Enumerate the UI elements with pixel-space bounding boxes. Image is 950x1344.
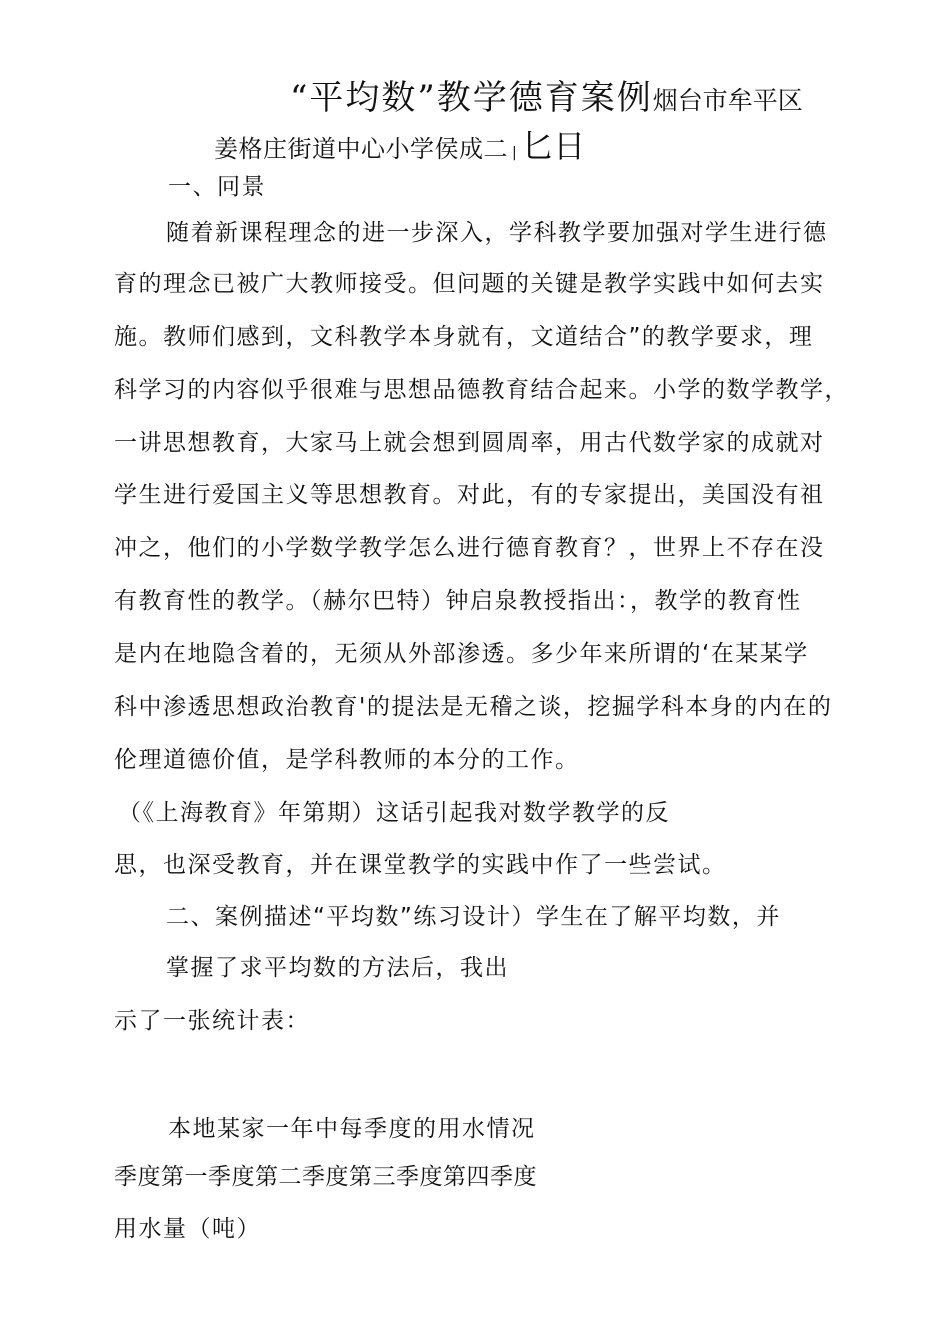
table-header-row: 季度第一季度第二季度第三季度第四季度 xyxy=(114,1164,537,1190)
paragraph-line: 示了一张统计表： xyxy=(114,1008,310,1034)
table-value-row-label: 用水量（吨） xyxy=(114,1216,261,1242)
section1-heading: 一、冋景 xyxy=(168,174,266,200)
paragraph-line: 学生进行爱国主义等思想教育。对此，有的专家提出，美国没有祖 xyxy=(114,482,825,508)
paragraph-line: 育的理念已被广大教师接受。但问题的关键是教学实践中如何去实 xyxy=(114,271,825,297)
paragraph-line: 掌握了求平均数的方法后，我出 xyxy=(166,955,509,981)
paragraph-line: 思，也深受教育，并在课堂教学的实践中作了一些尝试。 xyxy=(114,852,727,878)
paragraph-line: 施。教师们感到，文科教学本身就有，文道结合”的教学要求，理 xyxy=(114,324,814,350)
section2-heading-line: 二、案例描述“平均数”练习设计）学生在了解平均数，并 xyxy=(166,904,781,930)
paragraph-line: 是内在地隐含着的，无须从外部渗透。多少年来所谓的‘在某某学 xyxy=(114,641,809,667)
paragraph-line: 有教育性的教学。（赫尔巴特）钟启泉教授指出：，教学的教育性 xyxy=(114,588,802,614)
title-tail: 匕日 xyxy=(521,127,586,165)
paragraph-line: 随着新课程理念的进一步深入，学科教学要加强对学生进行德 xyxy=(166,220,828,246)
paragraph-line: 一讲思想教育，大家马上就会想到圆周率，用古代数学家的成就对 xyxy=(114,430,825,456)
document-title xyxy=(290,76,803,126)
document-subtitle xyxy=(214,124,585,175)
title-glyphs: | xyxy=(512,144,518,161)
title-school-author: 姜格庄街道中心小学侯成二 xyxy=(214,135,508,163)
paragraph-line: 科中渗透思想政治教育'的提法是无稽之谈，挖掘学科本身的内在的 xyxy=(114,694,833,720)
paragraph-line: （《上海教育》年第期）这话引起我对数学教学的反 xyxy=(118,800,670,826)
title-main: “平均数”教学德育案例 xyxy=(290,78,653,118)
paragraph-line: 科学习的内容似乎很难与思想品德教育结合起来。小学的数学教学， xyxy=(114,377,849,403)
title-location: 烟台市牟平区 xyxy=(652,86,803,115)
paragraph-line: 伦理道德价值，是学科教师的本分的工作。 xyxy=(114,747,580,773)
table-caption: 本地某家一年中每季度的用水情况 xyxy=(168,1116,536,1142)
paragraph-line: 冲之，他们的小学数学教学怎么进行德育教育？，世界上不存在没 xyxy=(114,535,825,561)
